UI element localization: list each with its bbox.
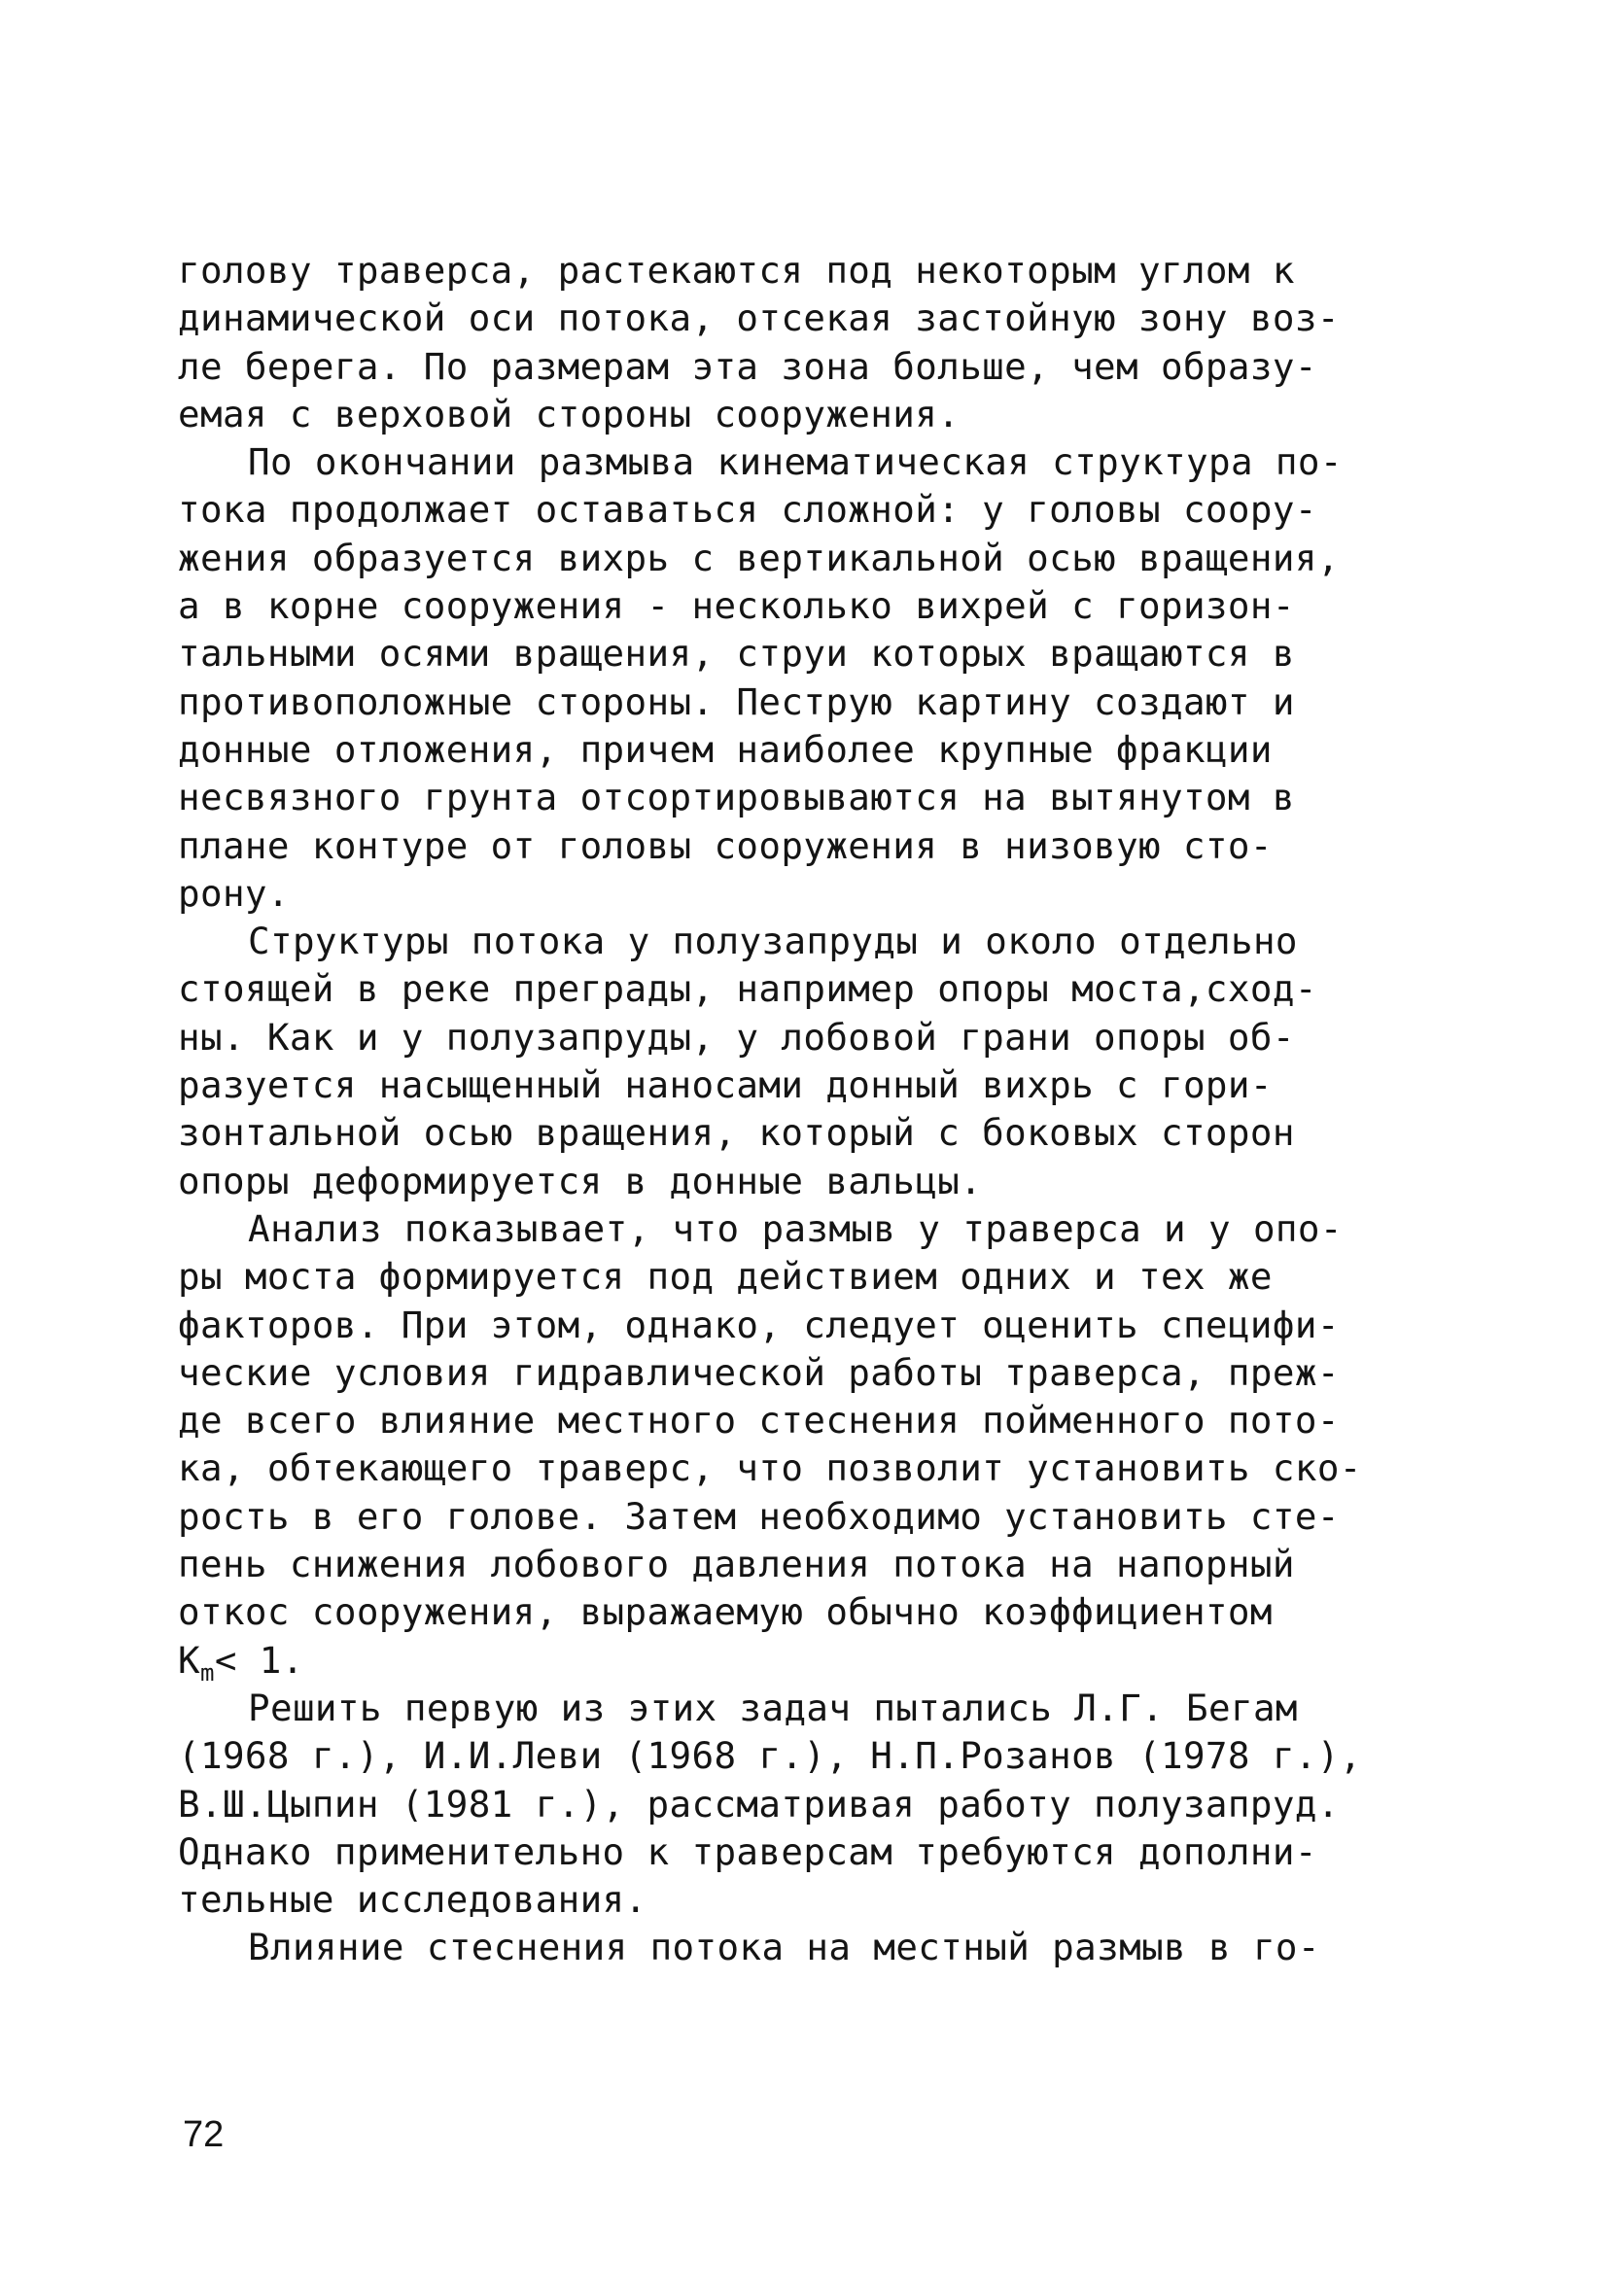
text-line: откос сооружения, выражаемую обычно коэффициентом <box>178 1590 1273 1634</box>
text-line: В.Ш.Цыпин (1981 г.), рассматривая работу полузапруд. <box>178 1782 1340 1826</box>
text-line: а в корне сооружения - несколько вихрей с горизон- <box>178 584 1295 628</box>
text-line: донные отложения, причем наиболее крупные фракции <box>178 727 1273 771</box>
formula-tail: < 1. <box>214 1638 304 1682</box>
text-line: рону. <box>178 871 290 915</box>
text-line: плане контуре от головы сооружения в низовую сто- <box>178 823 1273 867</box>
text-line: жения образуется вихрь с вертикальной осью вращения, <box>178 536 1340 579</box>
text-line: рость в его голове. Затем необходимо установить сте- <box>178 1494 1340 1538</box>
text-line: тальными осями вращения, струи которых вращаются в <box>178 632 1295 676</box>
text-line: Влияние стеснения потока на местный размыв в го- <box>248 1926 1320 1969</box>
text-line: Решить первую из этих задач пытались Л.Г. Бегам <box>248 1686 1298 1729</box>
text-line: разуется насыщенный наносами донный вихрь с гори- <box>178 1063 1273 1107</box>
text-line: емая с верховой стороны сооружения. <box>178 392 961 435</box>
formula-subscript: m <box>199 1658 215 1687</box>
text-line: ческие условия гидравлической работы траверса, преж- <box>178 1350 1340 1394</box>
text-line: несвязного грунта отсортировываются на вытянутом в <box>178 776 1295 819</box>
text-line: тельные исследования. <box>178 1878 647 1922</box>
text-line: голову траверса, растекаются под некоторым углом к <box>178 249 1295 292</box>
text-line: ле берега. По размерам эта зона больше, чем образу- <box>178 344 1317 388</box>
text-line: пень снижения лобового давления потока на напорный <box>178 1543 1295 1586</box>
text-line: Однако применительно к траверсам требуются дополни- <box>178 1829 1317 1873</box>
body-text <box>178 247 1407 1972</box>
text-line: стоящей в реке преграды, например опоры моста,сход- <box>178 967 1317 1011</box>
text-line: динамической оси потока, отсекая застойную зону воз- <box>178 296 1340 340</box>
text-line: (1968 г.), И.И.Леви (1968 г.), Н.П.Розанов (1978 г.), <box>178 1734 1362 1778</box>
page-number: 72 <box>183 2114 225 2155</box>
text-line: Анализ показывает, что размыв у траверса и у опо- <box>248 1206 1343 1250</box>
text-line: противоположные стороны. Пеструю картину создают и <box>178 679 1295 723</box>
text-line: ры моста формируется под действием одних и тех же <box>178 1255 1273 1299</box>
text-line: По окончании размыва кинематическая структура по- <box>248 440 1343 484</box>
text-line: тока продолжает оставаться сложной: у головы соору- <box>178 488 1317 532</box>
text-line: ны. Как и у полузапруды, у лобовой грани опоры об- <box>178 1015 1295 1059</box>
formula-base: K <box>178 1638 200 1682</box>
text-line: ка, обтекающего траверс, что позволит установить ско- <box>178 1446 1362 1490</box>
text-line: факторов. При этом, однако, следует оценить специфи- <box>178 1303 1340 1346</box>
text-line: опоры деформируется в донные вальцы. <box>178 1159 983 1202</box>
text-line: зонтальной осью вращения, который с боковых сторон <box>178 1111 1295 1155</box>
formula-line <box>178 1637 1407 1685</box>
text-line: де всего влияние местного стеснения пойменного пото- <box>178 1399 1340 1443</box>
text-line: Структуры потока у полузапруды и около отдельно <box>248 920 1298 963</box>
